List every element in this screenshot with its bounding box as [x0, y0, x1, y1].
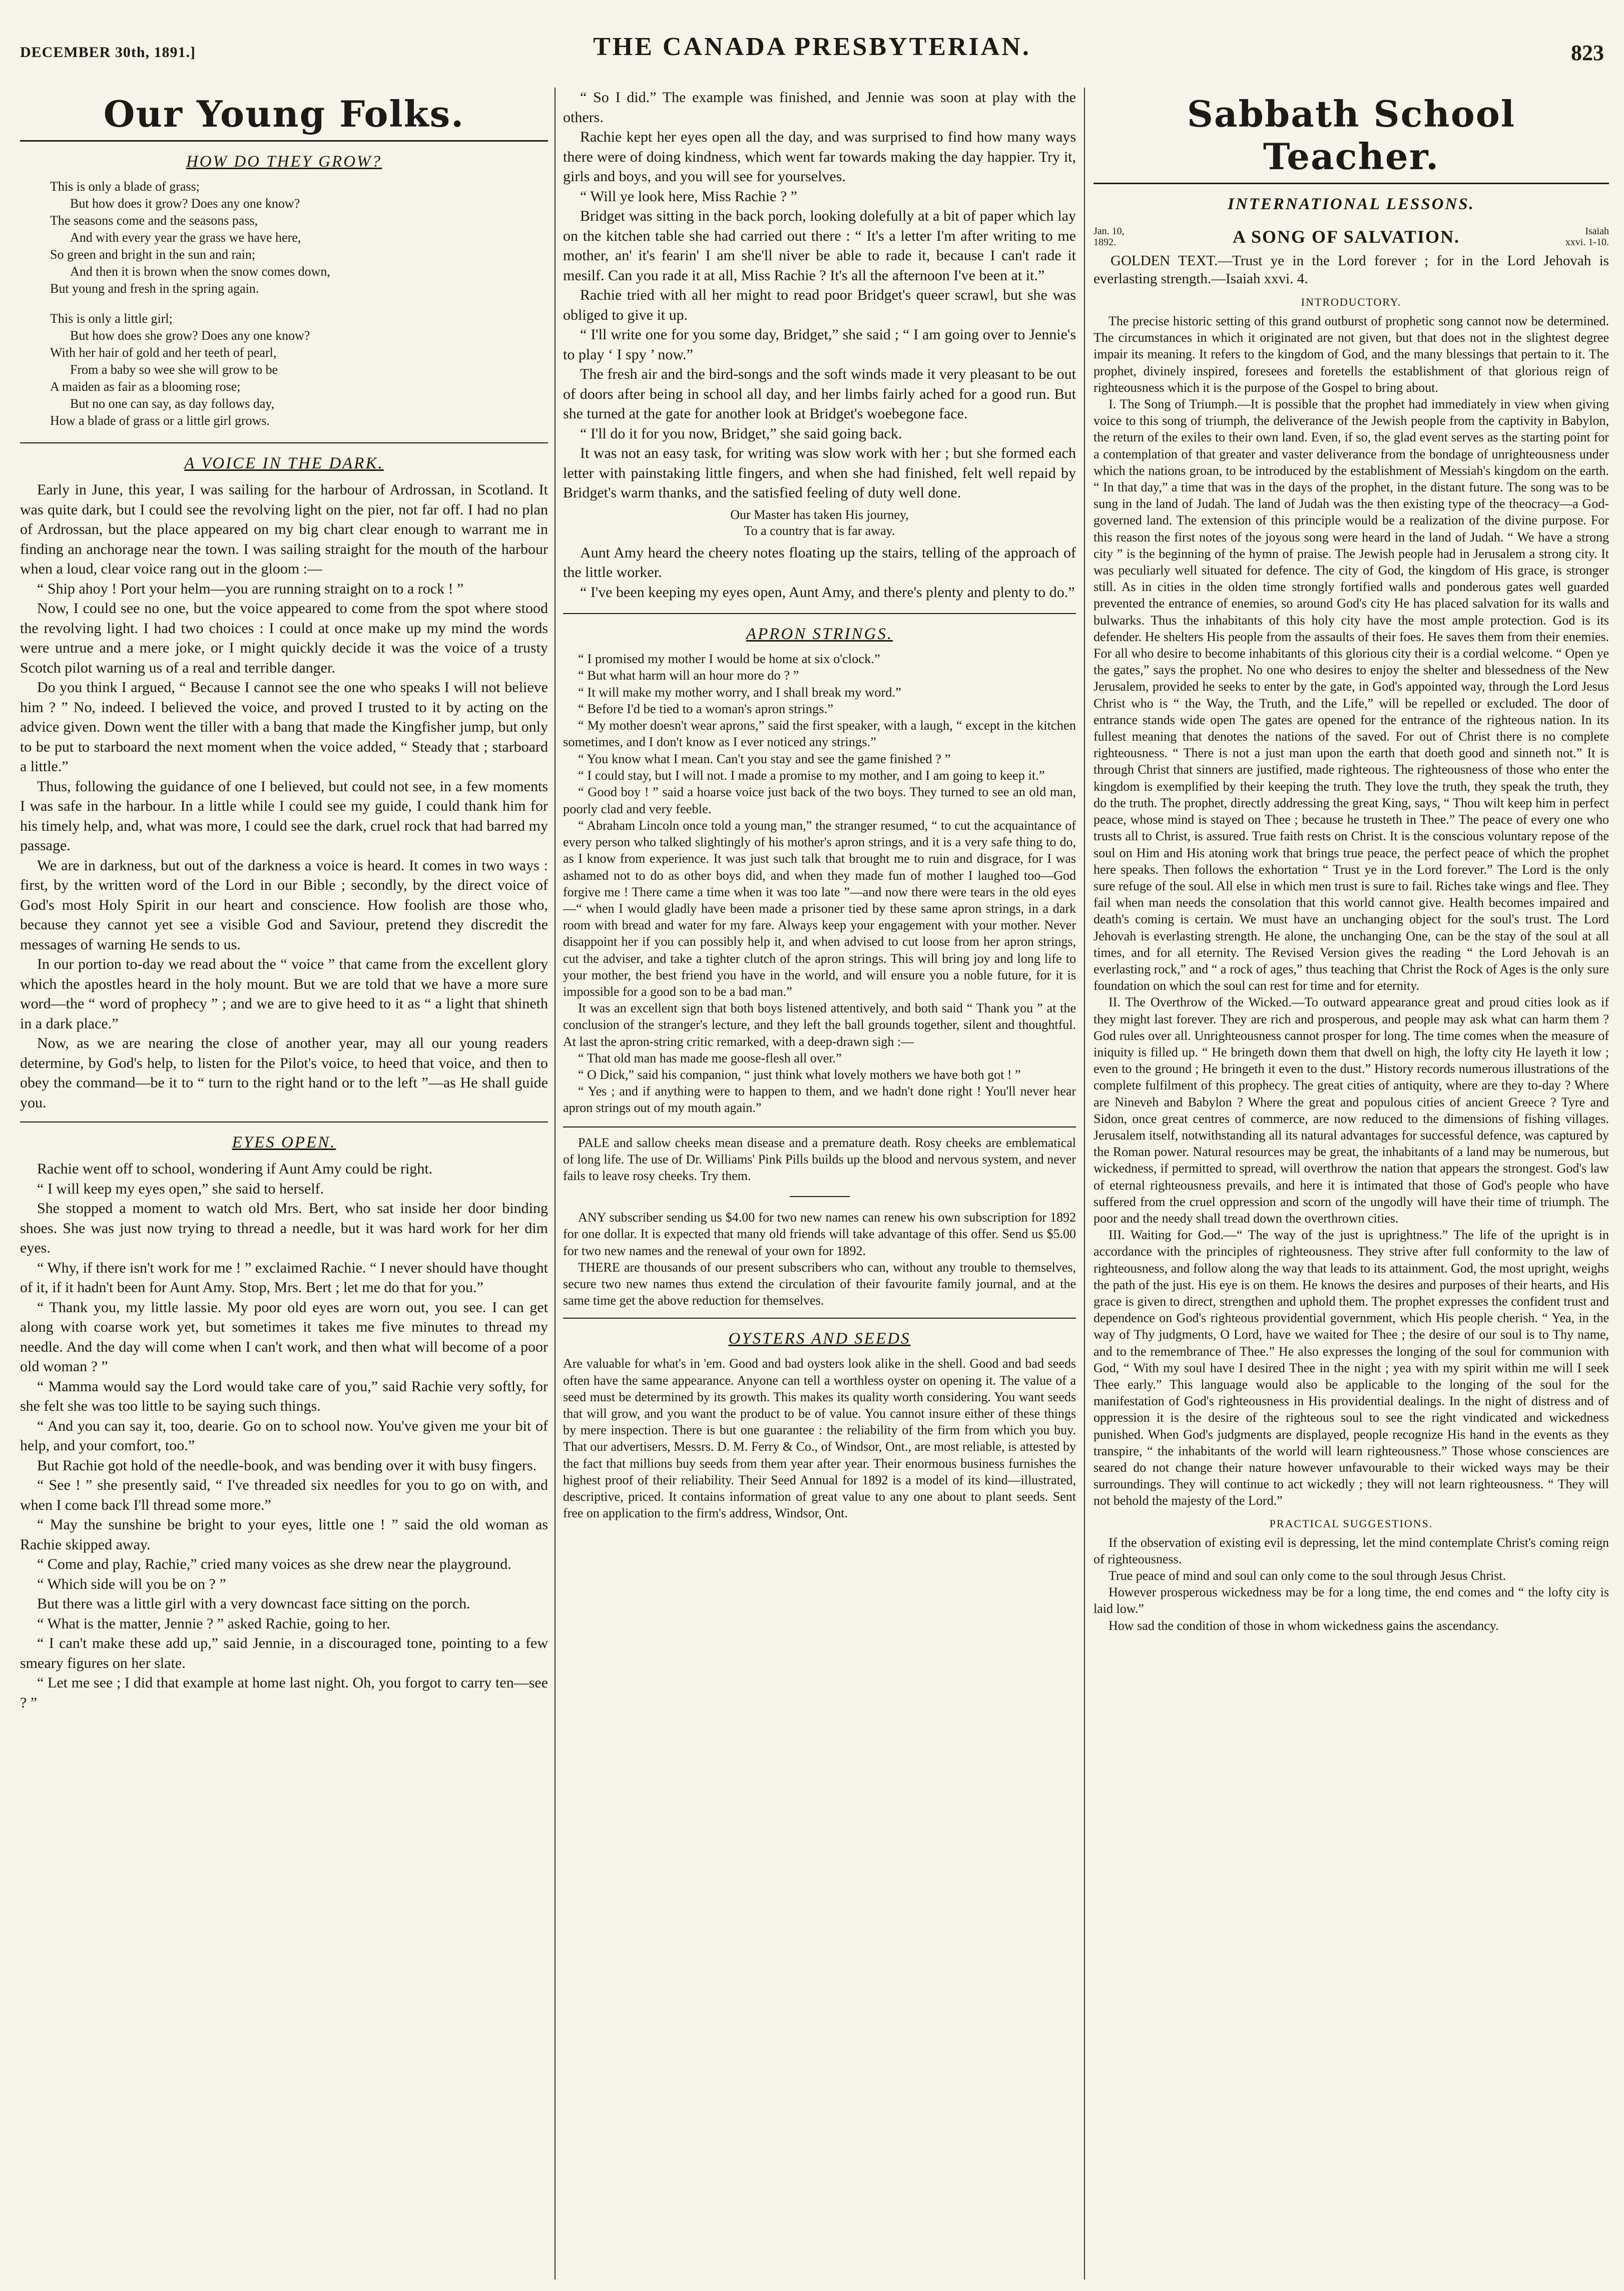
golden-text: GOLDEN TEXT.—Trust ye in the Lord forever ; for in the Lord Jehovah is everlasting strength.—Isaiah xxvi. 4. — [1094, 253, 1609, 287]
subsection-label: PRACTICAL SUGGESTIONS. — [1269, 1517, 1433, 1530]
paragraph: Bridget was sitting in the back porch, looking dolefully at a bit of paper which lay on the kitchen table she had carried out there : “ It's a letter I'm after writing to me mother, an' it's fearin' I am she'll niver be able to rade it, because I can't rade it mesilf. Can you rade it at all, Miss Rachie ? It's all the afternoon I've been at it.” — [563, 208, 1076, 284]
paragraph: “ Ship ahoy ! Port your helm—you are running straight on to a rock ! ” — [37, 580, 464, 597]
paragraph: “ See ! ” she presently said, “ I've threaded six needles for you to go on with, and when I come back I'll thread some more.” — [20, 1477, 548, 1513]
paragraph: “ I promised my mother I would be home at six o'clock.” — [578, 651, 880, 666]
paragraph: “ You know what I mean. Can't you stay and see the game finished ? ” — [578, 751, 951, 766]
paragraph: “ Good boy ! ” said a hoarse voice just back of the two boys. They turned to see an old man, poorly clad and very feeble. — [563, 784, 1076, 816]
paragraph: We are in darkness, but out of the darkness a voice is heard. It comes in two ways : first, by the written word of the Lord in our Bible ; secondly, by the direct voice of God's most Holy Spirit in our heart and conscience. How foolish are those who, because they cannot yet see a visible God and Saviour, pretend they discredit the messages of warning He sends to us. — [20, 857, 548, 953]
advertisement: THERE are thousands of our present subscribers who can, without any trouble to themselves, secure two new names thus extend the circulation of their favourite family journal, and at the same time get the above reduction for themselves. — [563, 1260, 1076, 1308]
column-3 — [1094, 88, 1609, 2274]
paragraph: “ Which side will you be on ? ” — [37, 1575, 226, 1592]
poem-line: How a blade of grass or a little girl grows. — [50, 413, 270, 428]
paragraph: “ I will keep my eyes open,” she said to herself. — [37, 1180, 324, 1197]
paragraph: How sad the condition of those in whom wickedness gains the ascendancy. — [1109, 1618, 1499, 1633]
paragraph: “ I've been keeping my eyes open, Aunt Amy, and there's plenty and plenty to do.” — [580, 584, 1075, 601]
paragraph: Aunt Amy heard the cheery notes floating up the stairs, telling of the approach of the little worker. — [563, 544, 1076, 581]
paragraph: Now, I could see no one, but the voice appeared to come from the spot where stood the revolving light. I had two choices : I could at once make up my mind the words were untrue and a mere joke, or I might quickly decide it was the voice of a trusty Scotch pilot warning us of a real and terrible danger. — [20, 600, 548, 676]
paragraph: “ Why, if there isn't work for me ! ” exclaimed Rachie. “ I never should have thought of it, if it hadn't been for Aunt Amy. Stop, Mrs. Bert ; let me do that for you.” — [20, 1259, 548, 1296]
verse-line: Our Master has taken His journey, — [730, 507, 909, 522]
divider — [20, 140, 548, 142]
paragraph: “ So I did.” The example was finished, and Jennie was soon at play with the others. — [563, 89, 1076, 126]
poem-line: With her hair of gold and her teeth of pearl, — [50, 345, 277, 360]
paragraph: The fresh air and the bird-songs and the soft winds made it very pleasant to be out of doors after being in school all day, and her limbs fairly ached for a good run. But she turned at the gate for another look at Bridget's woebegone face. — [563, 366, 1076, 422]
paragraph: “ I could stay, but I will not. I made a promise to my mother, and I am going to keep it.” — [578, 768, 1045, 783]
paragraph: “ Will ye look here, Miss Rachie ? ” — [580, 188, 797, 205]
paragraph: “ Abraham Lincoln once told a young man,” the stranger resumed, “ to cut the acquaintance of every person who talked slightingly of his mother's apron strings, and it is a very safe thing to do, as I know from experience. It was just such talk that brought me to ruin and disgrace, for I was ashamed not to do as other boys did, and when they made fun of mother I laughed too—God forgive me ! There came a time when it was too late ”—and now there were tears in the old eyes—“ when I would gladly have been made a prisoner tied by these same apron strings, in a dark room with bread and water for my fare. Always keep your engagement with your mother. Never disappoint her if you can possibly help it, and when advised to cut loose from her apron strings, cut the adviser, and take a tighter clutch of the apron strings. This will bring joy and long life to your mother, the best friend you have in the world, and will ensure you a noble future, for it is impossible for a good son to be a bad man.” — [563, 818, 1076, 999]
section-subheading: INTERNATIONAL LESSONS. — [1228, 195, 1475, 213]
paragraph: Rachie tried with all her might to read poor Bridget's queer scrawl, but she was obliged to give it up. — [563, 287, 1076, 323]
poem-line: This is only a little girl; — [50, 311, 173, 326]
paragraph: But there was a little girl with a very downcast face sitting on the porch. — [37, 1595, 470, 1612]
article-title: APRON STRINGS. — [746, 625, 893, 643]
paragraph: It was an excellent sign that both boys listened attentively, and both said “ Thank you ” at the conclusion of the stranger's lecture, and they left the ball grounds together, silent and thoughtful. At last the apron-string critic remarked, with a deep-drawn sigh :— — [563, 1001, 1076, 1049]
lesson-title: A SONG OF SALVATION. — [1232, 227, 1460, 247]
column-2 — [563, 88, 1076, 2274]
paragraph: Do you think I argued, “ Because I cannot see the one who speaks I will not believe him ? ” No, indeed. I believed the voice, and proved I trusted to it by acting on the advice given. Down went the tiller with a bang that made the Kingfisher jump, but only to be put to starboard the next moment when the voice added, “ Steady that ; starboard a little.” — [20, 679, 548, 775]
paragraph: Rachie went off to school, wondering if Aunt Amy could be right. — [37, 1161, 433, 1177]
paragraph: However prosperous wickedness may be for a long time, the end comes and “ the lofty city is laid low.” — [1094, 1585, 1609, 1616]
page-number: 823 — [1571, 41, 1604, 65]
paragraph: “ My mother doesn't wear aprons,” said the first speaker, with a laugh, “ except in the kitchen sometimes, and I don't know as I ever noticed any strings.” — [563, 718, 1076, 750]
section-heading-young-folks: Our Young Folks. — [103, 93, 465, 135]
lesson-reference: Isaiah xxvi. 1-10. — [1565, 226, 1609, 248]
paragraph: I. The Song of Triumph.—It is possible that the prophet had immediately in view when giving voice to this song of triumph, the deliverance of the Jewish people from the captivity in Babylon, the return of the exiles to their own land. Even, if so, the glad event serves as the starting point for a contemplation of that greater and vaster deliverance from the bondage of unrighteousness under which the nations groan, to be introduced by the establishment of Messiah's kingdom on the earth. “ In that day,” a time that was in the days of the prophet, in the distant future. The song was to be sung in the land of Judah. The land of Judah was the then existing type of the theocracy—a God-governed land. The extension of this principle would be a realization of the divine purpose. For this reason the first notes of the joyous song were heard in the land of Judah. “ We have a strong city ” is the beginning of the hymn of praise. The Jewish people had in Jerusalem a strong city. It was peculiarly well situated for defence. The city of God, the kingdom of His grace, is stronger still. As in cities in the olden time strongly fortified walls and ponderous gates well guarded prevented the entrance of enemies, so around God's city He has placed salvation for its walls and bulwarks. Thus the inhabitants of this holy city have the most ample protection. God is its defender. He shelters His people from the assaults of their foes. He saves them from their enemies. For all who desire to become inhabitants of this glorious city their is a cordial welcome. “ Open ye the gates,” says the prophet. No one who desires to enjoy the shelter and blessedness of the New Jerusalem, provided he seeks to enter by the gate, in God's appointed way, through the Lord Jesus Christ who is “ the Way, the Truth, and the Life,” will be repelled or excluded. The door of entrance stands wide open The gates are opened for the entrance of the righteous nation. In its fullest meaning that denotes the nations of the saved. For out of Christ there is no complete righteousness. “ There is not a just man upon the earth that doeth good and sinneth not.” It is through Christ that sinners are justified, made righteous. The righteousness of those who enter the kingdom is exemplified by their keeping the truth. They love the truth, they speak the truth, they do the truth. The prophet, directly addressing the great King, says, “ Thou wilt keep him in perfect peace, whose mind is stayed on Thee ; because he trusteth in Thee.” The peace of every one who trusts all to Christ, is assured. True faith rests on Christ. It is the conscious voluntary repose of the soul on Him and His atoning work that brings true peace, the perfect peace of which the prophet here speaks. Then follows the exhortation “ Trust ye in the Lord forever.” The Lord is the only sure refuge of the soul. All else in which men trust is sure to fail. Riches take wings and flee. They fail when man needs the consolation that this world cannot give. Health becomes impaired and death's coming is certain. We must have an unchanging object for the soul's trust. The Lord Jehovah is everlasting strength. He alone, the unchanging One, can be the stay of the soul at all times, and for all eternity. The Revised Version gives the reading “ the Lord Jehovah is an everlasting rock,” and “ a rock of ages,” thus teaching that Christ the Rock of Ages is the only sure foundation on which the soul can rest for time and for eternity. — [1094, 397, 1609, 993]
poem-line: But no one can say, as day follows day, — [70, 396, 275, 411]
divider — [20, 442, 548, 443]
lesson-date: Jan. 10, 1892. — [1094, 226, 1125, 248]
paragraph: If the observation of existing evil is depressing, let the mind contemplate Christ's coming reign of righteousness. — [1094, 1535, 1609, 1566]
paragraph: “ And you can say it, too, dearie. Go on to school now. You've given me your bit of help, and your comfort, too.” — [20, 1417, 548, 1454]
paragraph: “ What is the matter, Jennie ? ” asked Rachie, going to her. — [37, 1615, 390, 1632]
poem-line: And with every year the grass we have here, — [70, 230, 301, 245]
poem-stanza — [50, 310, 548, 429]
paragraph: “ Let me see ; I did that example at home last night. Oh, you forgot to carry ten—see ? ” — [20, 1674, 548, 1711]
divider — [1094, 183, 1609, 184]
poem-line: From a baby so wee she will grow to be — [70, 362, 278, 377]
poem-title: HOW DO THEY GROW? — [186, 153, 382, 171]
poem-line: The seasons come and the seasons pass, — [50, 213, 258, 228]
divider — [563, 1126, 1076, 1127]
paragraph: “ Yes ; and if anything were to happen to them, and we hadn't done right ! You'll never hear apron strings out of my mouth again.” — [563, 1084, 1076, 1115]
paragraph: In our portion to-day we read about the “ voice ” that came from the excellent glory which the apostles heard in the holy mount. But we are told that we have a more sure word—the “ word of prophecy ” ; and we are to give heed to it as “ a light that shineth in a dark place.” — [20, 956, 548, 1032]
divider — [790, 1196, 850, 1197]
paragraph: But Rachie got hold of the needle-book, and was bending over it with busy fingers. — [37, 1457, 537, 1474]
article-title: A VOICE IN THE DARK. — [184, 454, 384, 472]
column-rule — [555, 88, 556, 2279]
paragraph: “ May the sunshine be bright to your eyes, little one ! ” said the old woman as Rachie skipped away. — [20, 1516, 548, 1553]
poem-line: But young and fresh in the spring again. — [50, 281, 259, 296]
paragraph: “ It will make my mother worry, and I shall break my word.” — [578, 684, 901, 700]
column-1 — [20, 88, 548, 2274]
lesson-header — [1094, 226, 1609, 248]
paragraph: Early in June, this year, I was sailing for the harbour of Ardrossan, in Scotland. It was quite dark, but I could see the revolving light on the pier, not far off. I had no plan of Ardrossan, but the place appeared on my big chart clear enough to warrant me in finding an anchorage near the town. I was sailing straight for the mouth of the harbour when a loud, clear voice rang out in the gloom :— — [20, 481, 548, 577]
paragraph: “ Mamma would say the Lord would take care of you,” said Rachie very softly, for she felt she was too little to be saying such things. — [20, 1378, 548, 1414]
poem-line: And then it is brown when the snow comes down, — [70, 264, 330, 279]
paragraph: III. Waiting for God.—“ The way of the just is uprightness.” The life of the upright is in accordance with the principles of righteousness. They strive after full conformity to the law of righteousness, and follow along the way that leads to its attainment. God, the most upright, weighs the path of the just. His eye is on them. He knows the desires and purposes of their hearts, and His grace is given to direct, strengthen and uphold them. The prophet expresses the confident trust and dependence on God's righteous providential government, which His people cherish. “ Yea, in the way of Thy judgments, O Lord, have we waited for Thee ; the desire of our soul is to Thy name, and to the remembrance of Thee.” He also expresses the longing of the soul for communion with God, “ With my soul have I desired Thee in the night ; yea with my spirit within me will I seek Thee early.” This language would also be applicable to the longing of the soul for the manifestation of God's righteousness in His providential dealings. In the night of distress and of oppression it is the desire of the righteous soul to see the right vindicated and wickedness punished. When God's judgments are displayed, people recognize His hand in the events as they transpire, “ the inhabitants of the world will learn righteousness.” Those whose consciences are seared do not change their nature however unfavourable to their wicked ways may be their surroundings. They will continue to act wickedly ; they will not learn righteousness. “ They will not behold the majesty of the Lord.” — [1094, 1228, 1609, 1508]
article-title: OYSTERS AND SEEDS — [728, 1330, 911, 1348]
paragraph: “ Before I'd be tied to a woman's apron strings.” — [578, 701, 833, 716]
paragraph: Now, as we are nearing the close of another year, may all our young readers determine, by God's help, to listen for the Pilot's voice, to heed that voice, and then to obey the command—be it to “ turn to the right hand or to the left ”—as He shall guide you. — [20, 1035, 548, 1111]
advertisement: PALE and sallow cheeks mean disease and a premature death. Rosy cheeks are emblematical of long life. The use of Dr. Williams' Pink Pills builds up the blood and nervous system, and never fails to leave rosy cheeks. Try them. — [563, 1135, 1076, 1184]
paragraph: She stopped a moment to watch old Mrs. Bert, who sat inside her door binding shoes. She was just now trying to thread a needle, but it was hard work for her dim eyes. — [20, 1200, 548, 1256]
divider — [563, 613, 1076, 614]
verse-line: To a country that is far away. — [744, 523, 895, 538]
paragraph: It was not an easy task, for writing was slow work with her ; but she formed each letter with painstaking little fingers, and when she had finished, felt well repaid by Bridget's warm thanks, and the satisfied feeling of duty well done. — [563, 445, 1076, 501]
paragraph: “ I can't make these add up,” said Jennie, in a discouraged tone, pointing to a few smeary figures on her slate. — [20, 1635, 548, 1671]
poem-line: So green and bright in the sun and rain; — [50, 247, 256, 262]
poem-line: But how does she grow? Does any one know? — [70, 328, 310, 343]
masthead — [20, 29, 1604, 74]
paragraph: True peace of mind and soul can only come to the soul through Jesus Christ. — [1109, 1568, 1506, 1583]
poem-line: This is only a blade of grass; — [50, 179, 200, 194]
poem-stanza — [50, 178, 548, 297]
issue-date: DECEMBER 30th, 1891.] — [20, 44, 196, 61]
paragraph: The precise historic setting of this grand outburst of prophetic song cannot now be determined. The circumstances in which it originated are not given, but that does not in the slightest degree impair its meaning. It refers to the kingdom of God, and the many blessings that pertain to it. The prophet, divinely inspired, foresees and foretells the establishment of that glorious reign of righteousness which it is the purpose of the Gospel to bring about. — [1094, 314, 1609, 395]
paragraph: II. The Overthrow of the Wicked.—To outward appearance great and proud cities look as if they might last forever. They are rich and prosperous, and people may ask what can harm them ? God rules over all. Unrighteousness cannot prosper for long. The time comes when the measure of iniquity is filled up. “ He bringeth down them that dwell on high, the lofty city He layeth it low ; even to the ground ; He bringeth it even to the dust.” History records numerous illustrations of the complete fulfilment of this prophecy. The great cities of antiquity, where are they to-day ? Where are Nineveh and Babylon ? Where the great and populous cities of ancient Greece ? Tyre and Sidon, once great centres of commerce, are now reduced to the dimensions of fishing villages. Jerusalem itself, notwithstanding all its natural advantages for successful defence, was captured by the Roman power. Natural resources may be great, the inhabitants of a land may be numerous, but wickedness, if permitted to spread, will overthrow the nation that appears the strongest. God's law of eternal righteousness prevails, and here it is intimated that those of God's people who have suffered from the cruel oppression and scorn of the ungodly will have their time of triumph. The poor and the needy shall tread down the overthrown cities. — [1094, 995, 1609, 1226]
poem-line: A maiden as fair as a blooming rose; — [50, 379, 241, 394]
paragraph: “ I'll do it for you now, Bridget,” she said going back. — [580, 425, 902, 442]
paragraph: Rachie kept her eyes open all the day, and was surprised to find how many ways there were of doing kindness, which went far towards making the day happier. Try it, girls and boys, and you will see for yourselves. — [563, 129, 1076, 185]
paragraph: “ But what harm will an hour more do ? ” — [578, 668, 799, 683]
paragraph: “ Come and play, Rachie,” cried many voices as she drew near the playground. — [37, 1556, 511, 1572]
paragraph: “ O Dick,” said his companion, “ just think what lovely mothers we have both got ! ” — [578, 1067, 1021, 1082]
paragraph: Are valuable for what's in 'em. Good and bad oysters look alike in the shell. Good and bad seeds often have the same appearance. Anyone can tell a worthless oyster on opening it. The value of a seed must be determined by its growth. This makes its quality worth considering. You want seeds that will grow, and you want the product to be of value. You cannot insure either of these things by mere inspection. There is but one guarantee : the reliability of the firm from which you buy. That our advertisers, Messrs. D. M. Ferry & Co., of Windsor, Ont., are most reliable, is attested by the fact that millions buy seeds from them year after year. Their enormous business furnishes the highest proof of their reliability. Their Seed Annual for 1892 is a model of its kind—illustrated, descriptive, priced. It contains information of great value to any one about to plant seeds. Sent free on application to the firm's address, Windsor, Ont. — [563, 1356, 1076, 1521]
poem-line: But how does it grow? Does any one know? — [70, 196, 300, 211]
paragraph: “ That old man has made me goose-flesh all over.” — [578, 1050, 842, 1065]
paragraph: “ I'll write one for you some day, Bridget,” she said ; “ I am going over to Jennie's to play ‘ I spy ’ now.” — [563, 326, 1076, 363]
article-title: EYES OPEN. — [232, 1133, 336, 1152]
divider — [563, 1318, 1076, 1319]
paragraph: “ Thank you, my little lassie. My poor old eyes are worn out, you see. I can get along with coarse work yet, but sometimes it takes me five minutes to thread my needle. And the day will come when I can't work, and then what will become of a poor old woman ? ” — [20, 1299, 548, 1375]
newspaper-title: THE CANADA PRESBYTERIAN. — [593, 33, 1031, 61]
advertisement: ANY subscriber sending us $4.00 for two new names can renew his own subscription for 1892 for one dollar. It is expected that many old friends will take advantage of this offer. Send us $5.00 for two new names and the renewal of your own for 1892. — [563, 1210, 1076, 1258]
verse — [563, 507, 1076, 539]
divider — [20, 1121, 548, 1122]
column-rule — [1084, 88, 1085, 2279]
paragraph: Thus, following the guidance of one I believed, but could not see, in a few moments I was safe in the harbour. In a little while I could see my guide, I could thank him for his timely help, and, what was more, I could see the dark, cruel rock that had barred my passage. — [20, 778, 548, 854]
section-heading-sabbath-school: Sabbath School Teacher. — [1187, 93, 1516, 178]
subsection-label: INTRODUCTORY. — [1301, 296, 1402, 308]
